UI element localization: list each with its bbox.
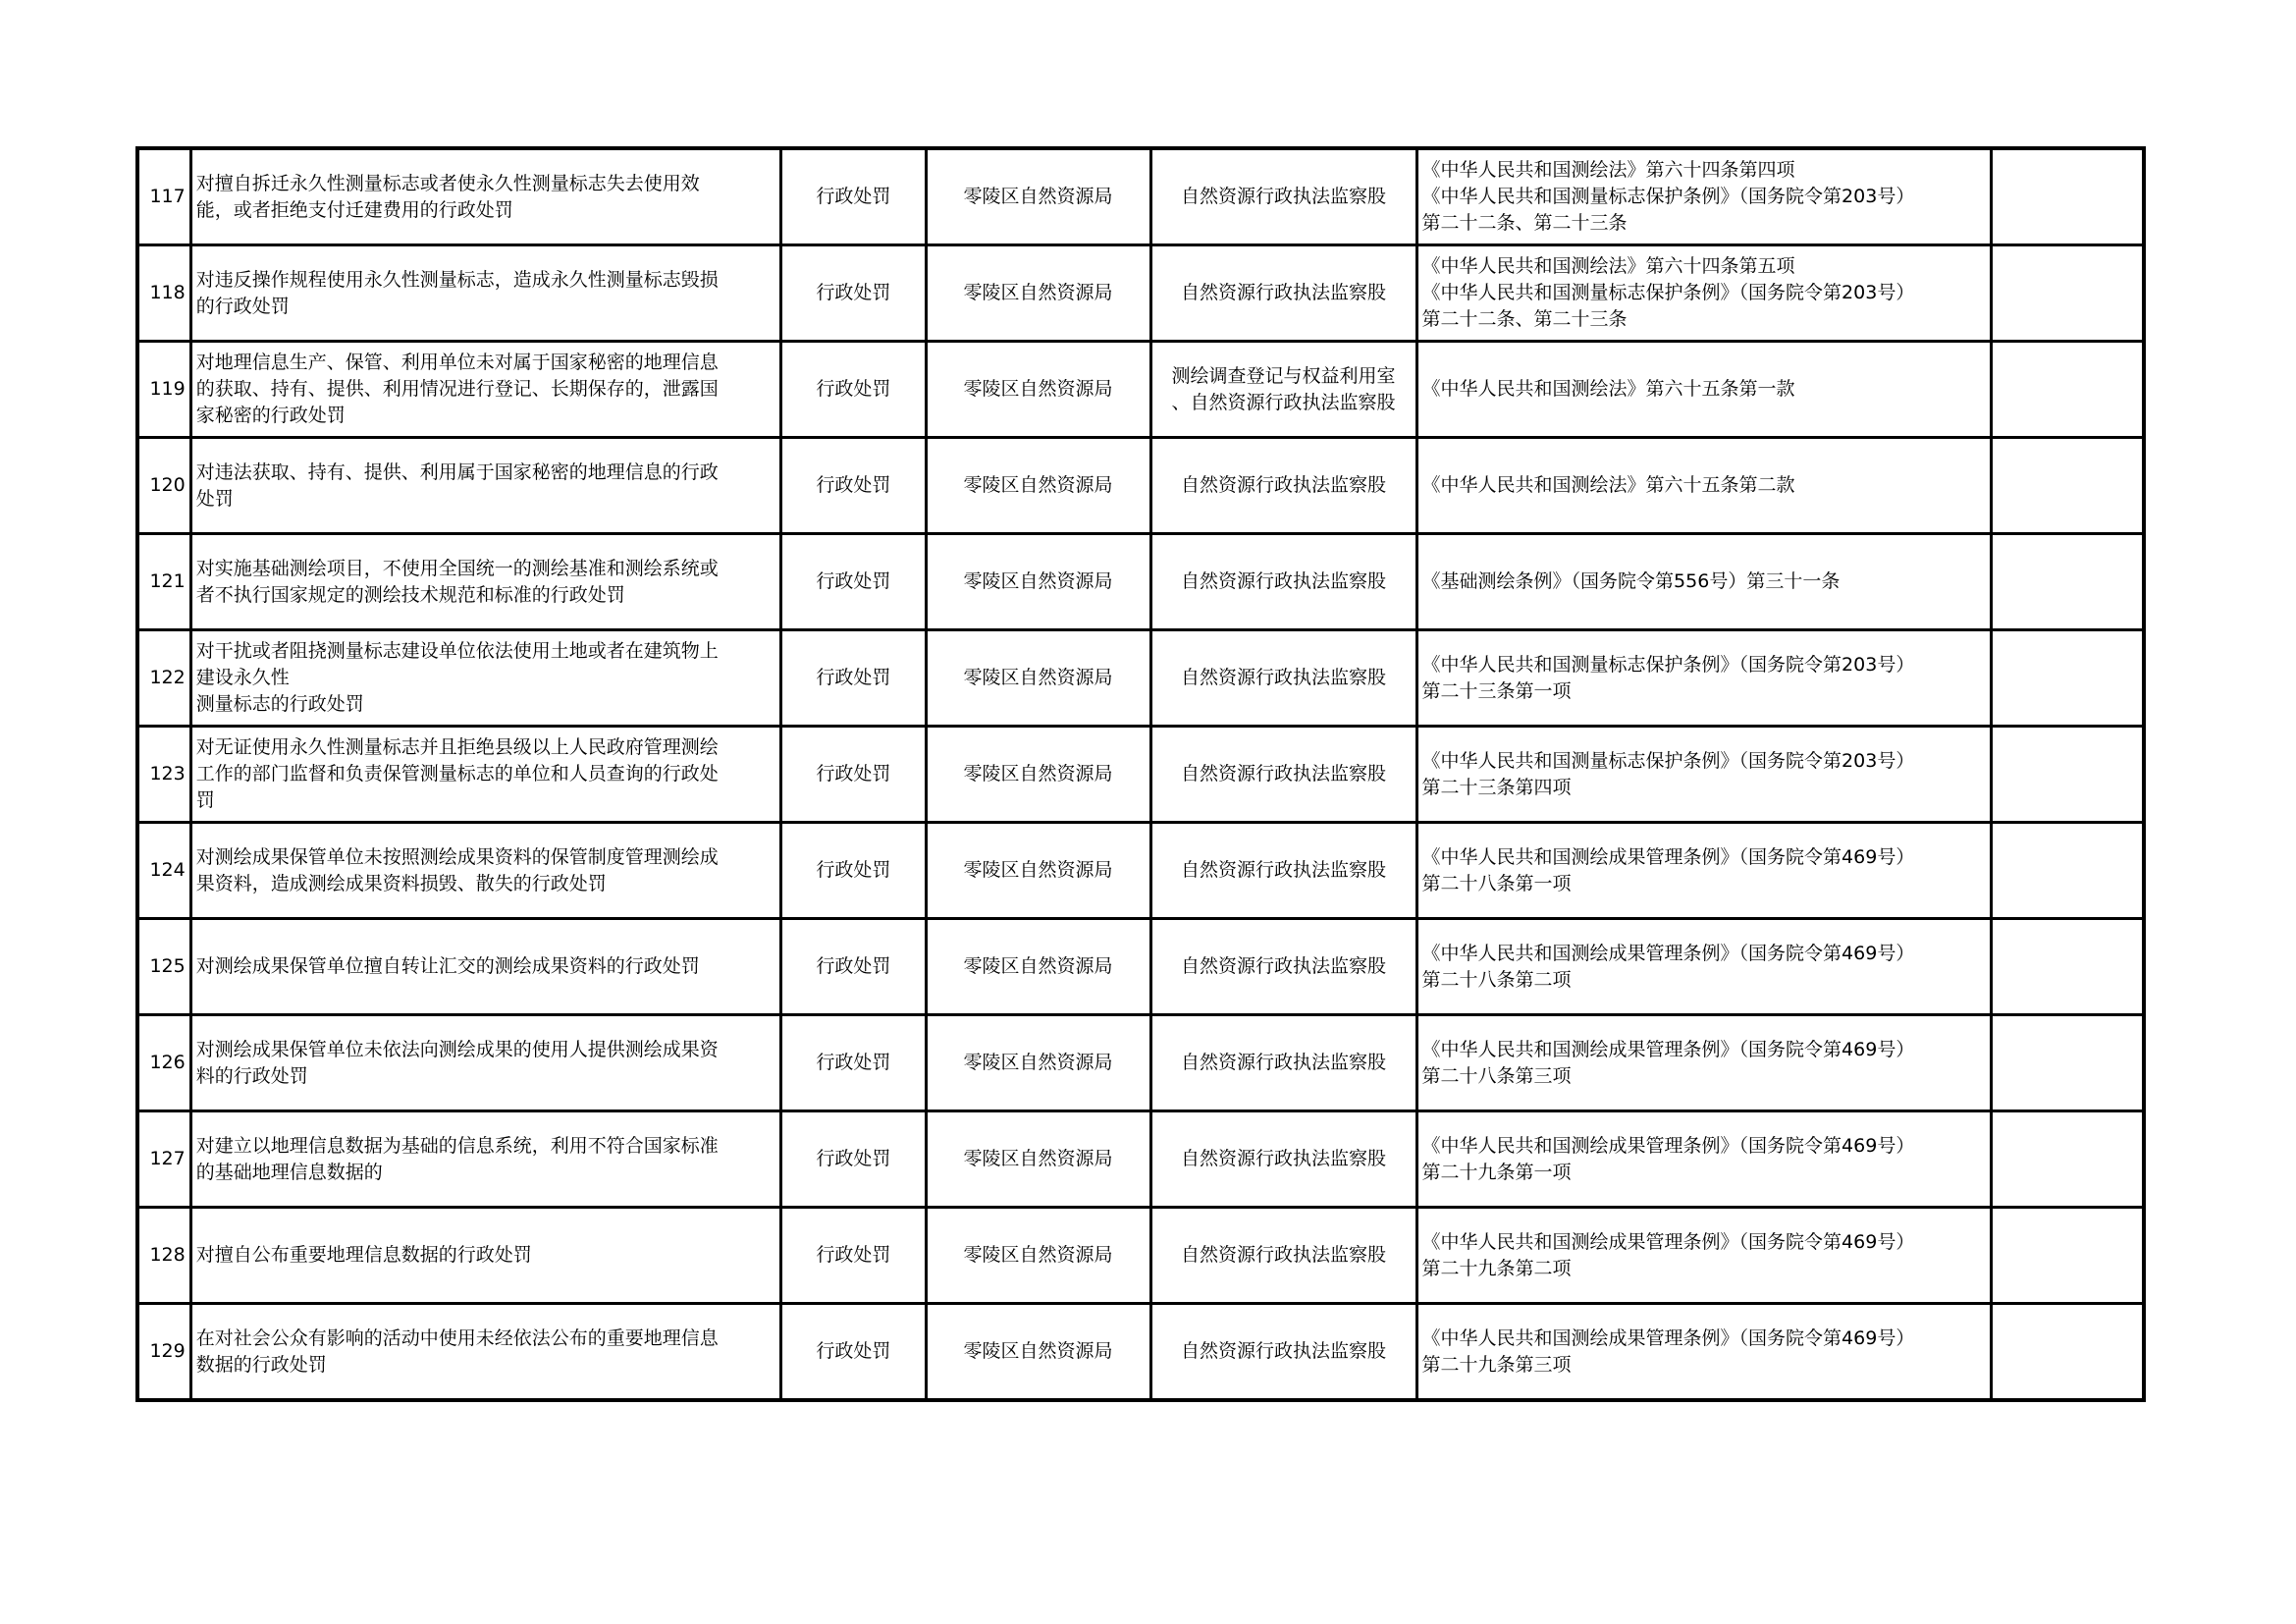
matter-name-cell	[190, 534, 780, 630]
matter-name-cell-line: 对擅自公布重要地理信息数据的行政处罚	[195, 1244, 532, 1266]
matter-name-cell-line: 家秘密的行政处罚	[195, 405, 346, 426]
matter-name-cell	[190, 1015, 780, 1111]
legal-basis-cell	[1416, 919, 1991, 1015]
responsible-dept-cell	[1150, 1015, 1416, 1111]
responsible-dept-cell	[1150, 342, 1416, 438]
power-type-cell: 行政处罚	[781, 1111, 927, 1208]
remark-cell	[1991, 919, 2144, 1015]
row-number: 119	[137, 342, 190, 438]
matter-name-cell-line: 测量标志的行政处罚	[195, 693, 364, 715]
matter-name-cell	[190, 1111, 780, 1208]
matter-name-cell-line: 建设永久性	[195, 667, 290, 688]
responsible-dept-cell-line: 自然资源行政执法监察股	[1181, 570, 1387, 592]
legal-basis-cell-line: 《中华人民共和国测量标志保护条例》（国务院令第203号）	[1421, 282, 1915, 303]
remark-cell	[1991, 1015, 2144, 1111]
matter-name-cell-line: 对地理信息生产、保管、利用单位未对属于国家秘密的地理信息	[195, 352, 719, 373]
matter-name-cell-line: 在对社会公众有影响的活动中使用未经依法公布的重要地理信息	[195, 1326, 719, 1349]
remark-cell	[1991, 630, 2144, 727]
responsible-dept-cell-line: 自然资源行政执法监察股	[1181, 859, 1387, 881]
implementing-body-cell: 零陵区自然资源局	[926, 1015, 1150, 1111]
responsible-dept-cell	[1150, 148, 1416, 245]
table-row	[137, 823, 2144, 919]
responsible-dept-cell-line: 自然资源行政执法监察股	[1181, 1340, 1387, 1362]
matter-name-cell-line: 对违反操作规程使用永久性测量标志，造成永久性测量标志毁损	[195, 268, 719, 291]
legal-basis-cell-line: 《中华人民共和国测量标志保护条例》（国务院令第203号）	[1421, 186, 1915, 207]
responsible-dept-cell-line: 自然资源行政执法监察股	[1181, 186, 1387, 207]
responsible-dept-cell	[1150, 727, 1416, 823]
implementing-body-cell: 零陵区自然资源局	[926, 342, 1150, 438]
responsible-dept-cell-line: 、自然资源行政执法监察股	[1171, 391, 1396, 413]
power-type-cell: 行政处罚	[781, 823, 927, 919]
legal-basis-cell	[1416, 1111, 1991, 1208]
power-type-cell: 行政处罚	[781, 630, 927, 727]
legal-basis-cell-line: 《中华人民共和国测绘成果管理条例》（国务院令第469号）	[1421, 1038, 1915, 1060]
legal-basis-cell-line: 《中华人民共和国测绘成果管理条例》（国务院令第469号）	[1421, 1326, 1915, 1349]
table-row	[137, 727, 2144, 823]
remark-cell	[1991, 534, 2144, 630]
legal-basis-cell-line: 《中华人民共和国测绘成果管理条例》（国务院令第469号）	[1421, 1230, 1915, 1253]
responsible-dept-cell	[1150, 1111, 1416, 1208]
table-row	[137, 630, 2144, 727]
responsible-dept-cell-line: 自然资源行政执法监察股	[1181, 763, 1387, 785]
matter-name-cell	[190, 342, 780, 438]
matter-name-cell-line: 处罚	[195, 487, 234, 510]
matter-name-cell	[190, 919, 780, 1015]
matter-name-cell-line: 罚	[195, 789, 215, 811]
legal-basis-cell-line: 《中华人民共和国测量标志保护条例》（国务院令第203号）	[1421, 749, 1915, 772]
implementing-body-cell: 零陵区自然资源局	[926, 1304, 1150, 1401]
table-row	[137, 919, 2144, 1015]
legal-basis-cell	[1416, 727, 1991, 823]
remark-cell	[1991, 1208, 2144, 1304]
row-number: 125	[137, 919, 190, 1015]
legal-basis-cell-line: 第二十八条第二项	[1421, 968, 1572, 991]
table-row	[137, 438, 2144, 534]
implementing-body-cell: 零陵区自然资源局	[926, 919, 1150, 1015]
legal-basis-cell-line: 第二十三条第一项	[1421, 679, 1572, 702]
remark-cell	[1991, 727, 2144, 823]
remark-cell	[1991, 1304, 2144, 1401]
responsible-dept-cell	[1150, 534, 1416, 630]
legal-basis-cell-line: 《中华人民共和国测绘法》第六十五条第二款	[1421, 474, 1795, 496]
table-row	[137, 245, 2144, 342]
matter-name-cell	[190, 630, 780, 727]
responsible-dept-cell	[1150, 438, 1416, 534]
matter-name-cell	[190, 148, 780, 245]
row-number: 123	[137, 727, 190, 823]
matter-name-cell-line: 数据的行政处罚	[195, 1353, 327, 1376]
responsible-dept-cell-line: 自然资源行政执法监察股	[1181, 667, 1387, 688]
responsible-dept-cell-line: 自然资源行政执法监察股	[1181, 1052, 1387, 1073]
legal-basis-cell-line: 《中华人民共和国测绘成果管理条例》（国务院令第469号）	[1421, 942, 1915, 964]
matter-name-cell	[190, 823, 780, 919]
legal-basis-cell-line: 第二十九条第一项	[1421, 1161, 1572, 1183]
implementing-body-cell: 零陵区自然资源局	[926, 534, 1150, 630]
implementing-body-cell: 零陵区自然资源局	[926, 1111, 1150, 1208]
responsible-dept-cell-line: 自然资源行政执法监察股	[1181, 282, 1387, 303]
matter-name-cell-line: 工作的部门监督和负责保管测量标志的单位和人员查询的行政处	[195, 763, 719, 785]
matter-name-cell-line: 对建立以地理信息数据为基础的信息系统，利用不符合国家标准	[195, 1134, 719, 1157]
row-number: 129	[137, 1304, 190, 1401]
remark-cell	[1991, 823, 2144, 919]
matter-name-cell-line: 对干扰或者阻挠测量标志建设单位依法使用土地或者在建筑物上	[195, 640, 719, 662]
matter-name-cell	[190, 1304, 780, 1401]
legal-basis-cell-line: 《中华人民共和国测绘法》第六十五条第一款	[1421, 378, 1795, 400]
matter-name-cell-line: 果资料，造成测绘成果资料损毁、散失的行政处罚	[195, 872, 607, 894]
power-type-cell: 行政处罚	[781, 438, 927, 534]
legal-basis-cell-line: 第二十九条第三项	[1421, 1353, 1572, 1376]
table-row	[137, 534, 2144, 630]
legal-basis-cell	[1416, 342, 1991, 438]
implementing-body-cell: 零陵区自然资源局	[926, 823, 1150, 919]
row-number: 121	[137, 534, 190, 630]
implementing-body-cell: 零陵区自然资源局	[926, 727, 1150, 823]
legal-basis-cell	[1416, 823, 1991, 919]
matter-name-cell-line: 料的行政处罚	[195, 1064, 308, 1087]
remark-cell	[1991, 1111, 2144, 1208]
table-body	[137, 148, 2144, 1400]
legal-basis-cell	[1416, 438, 1991, 534]
remark-cell	[1991, 245, 2144, 342]
table-row	[137, 1111, 2144, 1208]
remark-cell	[1991, 438, 2144, 534]
table-row	[137, 1304, 2144, 1401]
legal-basis-cell-line: 《中华人民共和国测绘法》第六十四条第五项	[1421, 255, 1795, 277]
matter-name-cell-line: 对测绘成果保管单位未按照测绘成果资料的保管制度管理测绘成	[195, 845, 719, 868]
row-number: 120	[137, 438, 190, 534]
row-number: 127	[137, 1111, 190, 1208]
responsible-dept-cell	[1150, 245, 1416, 342]
legal-basis-cell-line: 第二十二条、第二十三条	[1421, 212, 1628, 234]
responsible-dept-cell	[1150, 919, 1416, 1015]
implementing-body-cell: 零陵区自然资源局	[926, 630, 1150, 727]
responsible-dept-cell-line: 自然资源行政执法监察股	[1181, 955, 1387, 977]
legal-basis-cell-line: 第二十二条、第二十三条	[1421, 308, 1628, 330]
row-number: 117	[137, 148, 190, 245]
implementing-body-cell: 零陵区自然资源局	[926, 245, 1150, 342]
legal-basis-cell	[1416, 1208, 1991, 1304]
power-type-cell: 行政处罚	[781, 148, 927, 245]
matter-name-cell-line: 对无证使用永久性测量标志并且拒绝县级以上人民政府管理测绘	[195, 736, 719, 758]
matter-name-cell-line: 的获取、持有、提供、利用情况进行登记、长期保存的，泄露国	[195, 378, 719, 400]
responsible-dept-cell-line: 自然资源行政执法监察股	[1181, 1148, 1387, 1169]
matter-name-cell-line: 对擅自拆迁永久性测量标志或者使永久性测量标志失去使用效	[195, 172, 700, 194]
responsible-dept-cell	[1150, 630, 1416, 727]
power-type-cell: 行政处罚	[781, 534, 927, 630]
matter-name-cell	[190, 245, 780, 342]
matter-name-cell	[190, 438, 780, 534]
row-number: 122	[137, 630, 190, 727]
matter-name-cell-line: 能，或者拒绝支付迁建费用的行政处罚	[195, 198, 513, 221]
power-type-cell: 行政处罚	[781, 245, 927, 342]
implementing-body-cell: 零陵区自然资源局	[926, 148, 1150, 245]
power-type-cell: 行政处罚	[781, 1304, 927, 1401]
matter-name-cell-line: 的基础地理信息数据的	[195, 1161, 383, 1183]
legal-basis-cell	[1416, 1304, 1991, 1401]
matter-name-cell-line: 对违法获取、持有、提供、利用属于国家秘密的地理信息的行政	[195, 460, 719, 483]
remark-cell	[1991, 342, 2144, 438]
legal-basis-cell-line: 第二十九条第二项	[1421, 1257, 1572, 1279]
matter-name-cell-line: 者不执行国家规定的测绘技术规范和标准的行政处罚	[195, 583, 625, 606]
power-type-cell: 行政处罚	[781, 1015, 927, 1111]
legal-basis-cell-line: 第二十八条第三项	[1421, 1064, 1572, 1087]
legal-basis-cell-line: 《中华人民共和国测绘成果管理条例》（国务院令第469号）	[1421, 845, 1915, 868]
table-row	[137, 1208, 2144, 1304]
matter-name-cell	[190, 727, 780, 823]
legal-basis-cell-line: 《中华人民共和国测量标志保护条例》（国务院令第203号）	[1421, 653, 1915, 676]
row-number: 126	[137, 1015, 190, 1111]
legal-basis-cell	[1416, 148, 1991, 245]
implementing-body-cell: 零陵区自然资源局	[926, 438, 1150, 534]
table-row	[137, 148, 2144, 245]
power-type-cell: 行政处罚	[781, 342, 927, 438]
legal-basis-cell	[1416, 245, 1991, 342]
responsible-dept-cell	[1150, 1208, 1416, 1304]
row-number: 128	[137, 1208, 190, 1304]
matter-name-cell-line: 对实施基础测绘项目，不使用全国统一的测绘基准和测绘系统或	[195, 557, 719, 579]
legal-basis-cell-line: 《基础测绘条例》（国务院令第556号）第三十一条	[1421, 570, 1841, 592]
table-row	[137, 342, 2144, 438]
matter-name-cell-line: 对测绘成果保管单位未依法向测绘成果的使用人提供测绘成果资	[195, 1038, 719, 1060]
matter-name-cell-line: 对测绘成果保管单位擅自转让汇交的测绘成果资料的行政处罚	[195, 955, 700, 977]
power-type-cell: 行政处罚	[781, 727, 927, 823]
responsible-dept-cell-line: 自然资源行政执法监察股	[1181, 474, 1387, 496]
row-number: 124	[137, 823, 190, 919]
table-row	[137, 1015, 2144, 1111]
responsible-dept-cell	[1150, 1304, 1416, 1401]
legal-basis-cell-line: 第二十八条第一项	[1421, 872, 1572, 894]
penalty-list-table	[135, 146, 2146, 1402]
legal-basis-cell	[1416, 534, 1991, 630]
responsible-dept-cell-line: 自然资源行政执法监察股	[1181, 1244, 1387, 1266]
legal-basis-cell-line: 《中华人民共和国测绘法》第六十四条第四项	[1421, 159, 1795, 181]
legal-basis-cell	[1416, 630, 1991, 727]
responsible-dept-cell-line: 测绘调查登记与权益利用室	[1171, 364, 1396, 387]
row-number: 118	[137, 245, 190, 342]
power-type-cell: 行政处罚	[781, 919, 927, 1015]
implementing-body-cell: 零陵区自然资源局	[926, 1208, 1150, 1304]
remark-cell	[1991, 148, 2144, 245]
legal-basis-cell	[1416, 1015, 1991, 1111]
power-type-cell: 行政处罚	[781, 1208, 927, 1304]
matter-name-cell	[190, 1208, 780, 1304]
matter-name-cell-line: 的行政处罚	[195, 295, 290, 317]
legal-basis-cell-line: 第二十三条第四项	[1421, 776, 1572, 798]
responsible-dept-cell	[1150, 823, 1416, 919]
legal-basis-cell-line: 《中华人民共和国测绘成果管理条例》（国务院令第469号）	[1421, 1134, 1915, 1157]
